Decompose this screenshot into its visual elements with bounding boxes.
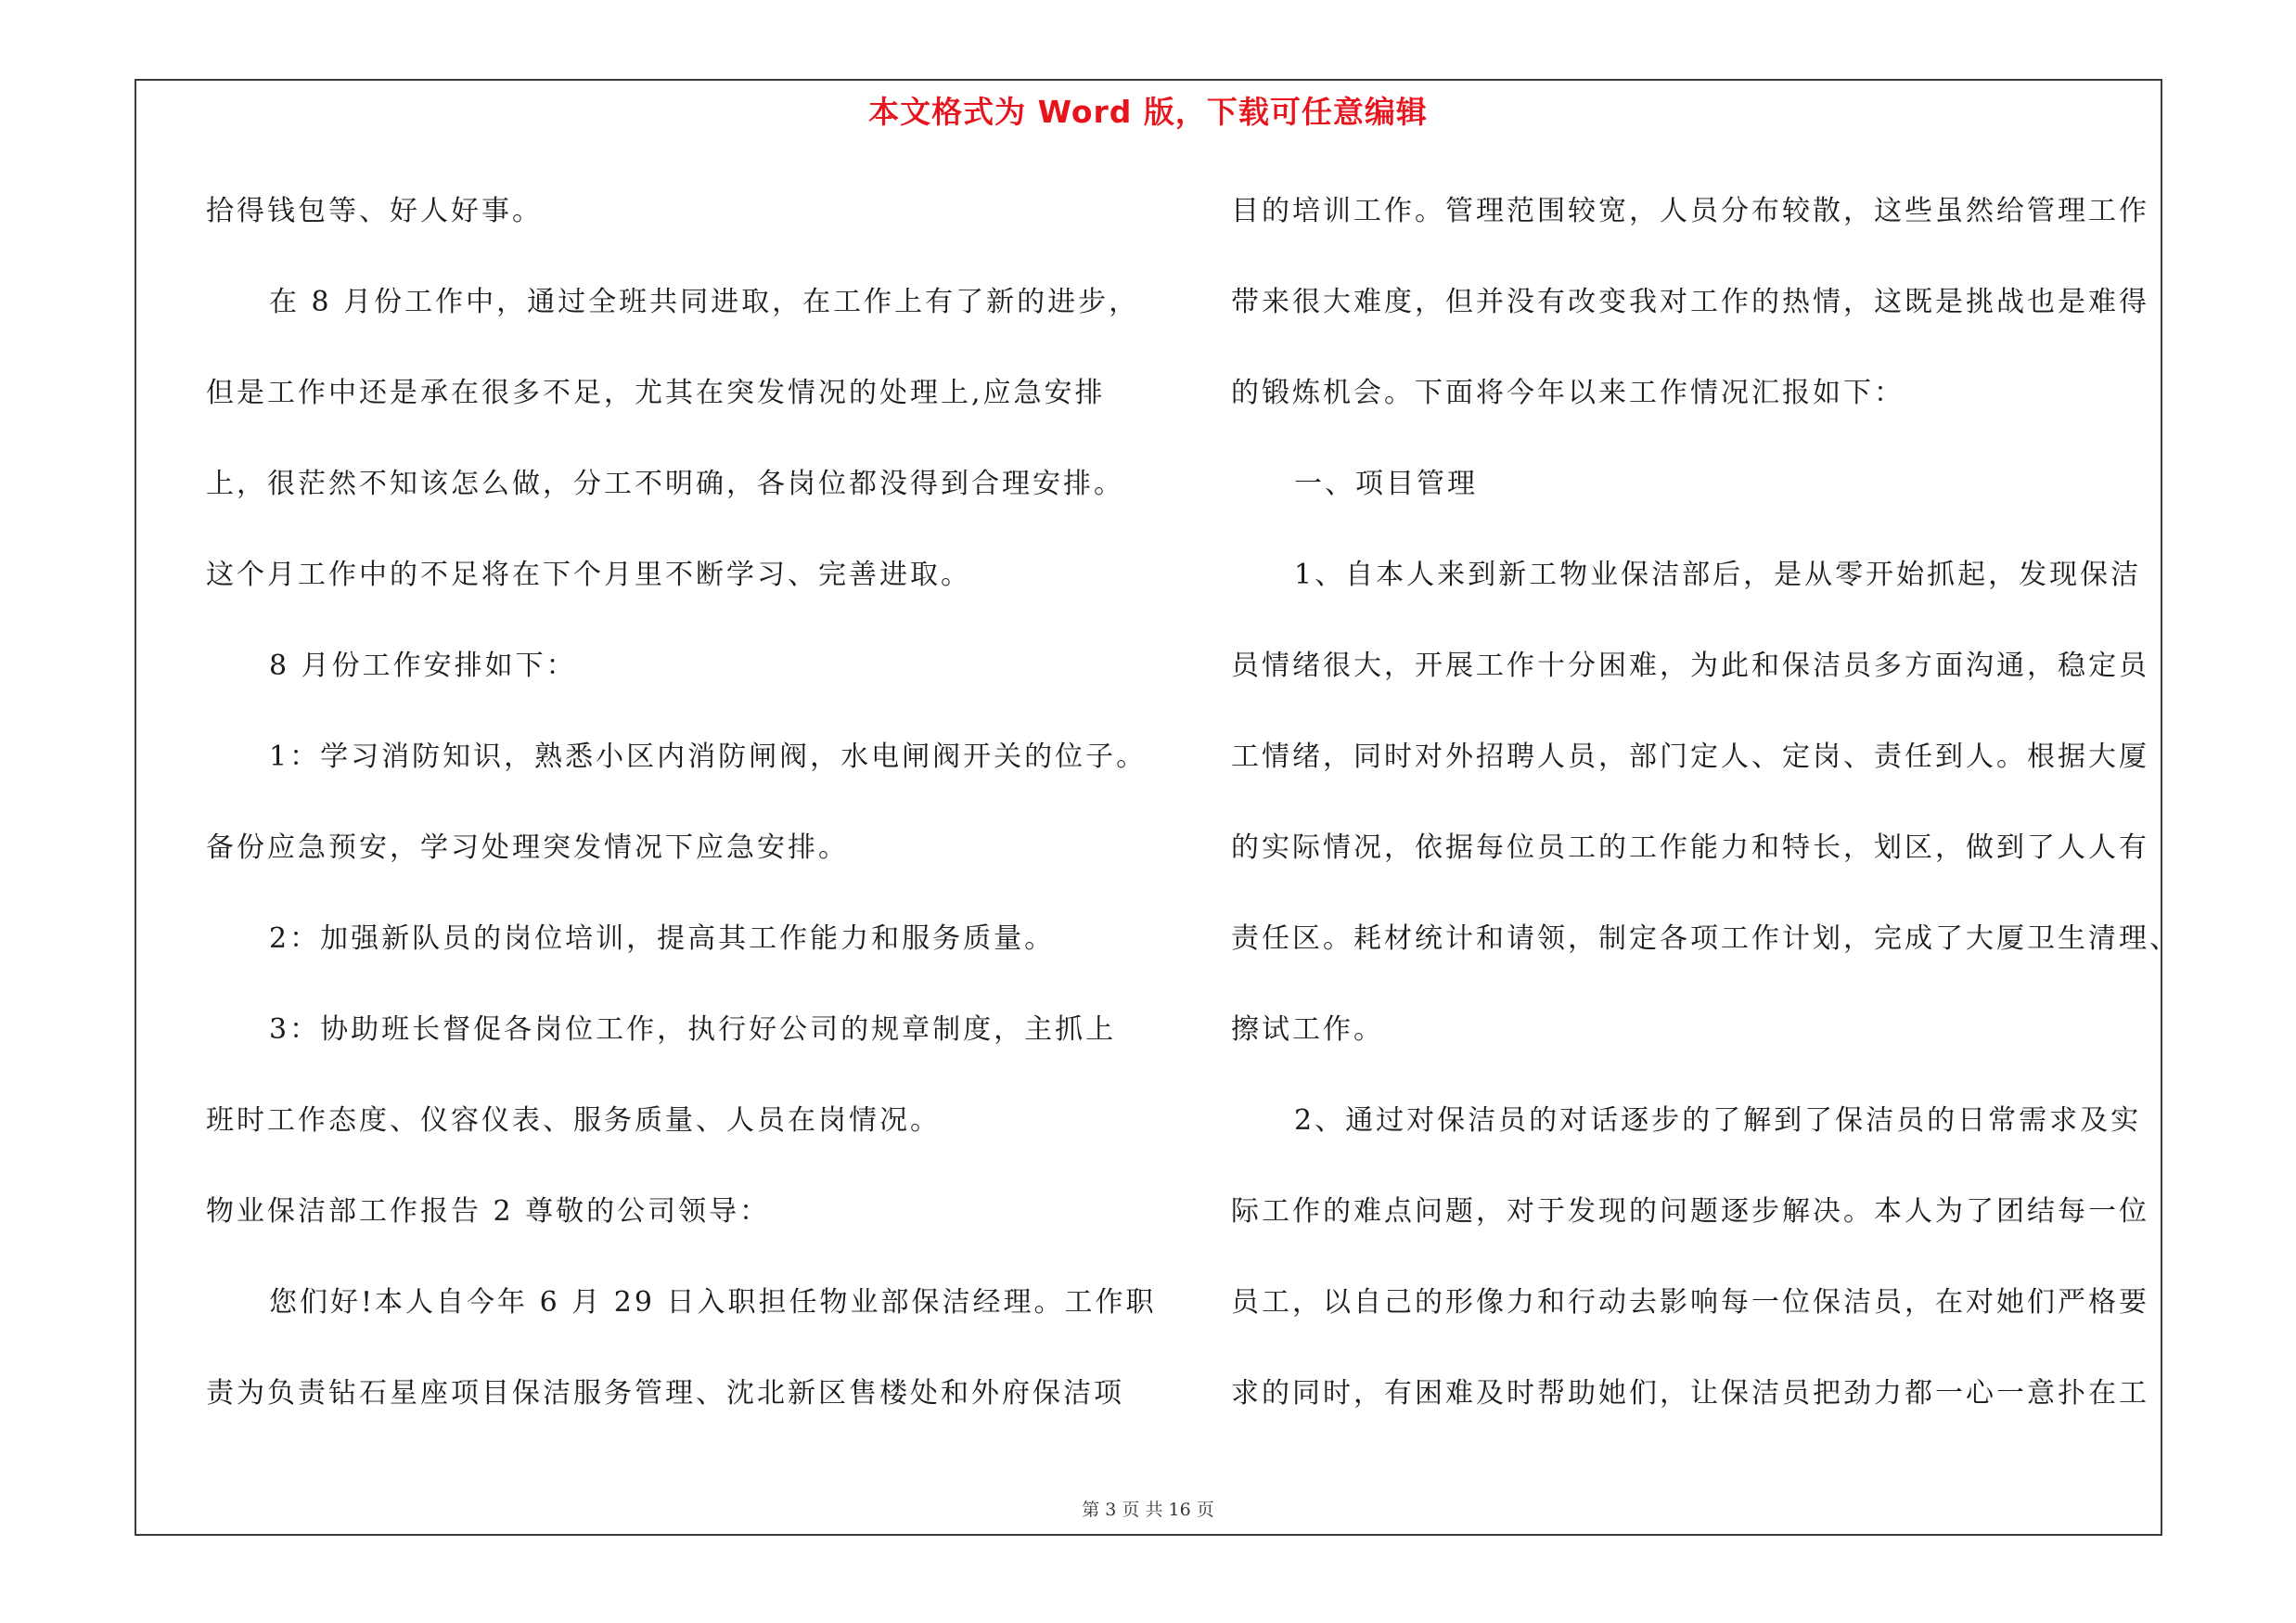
text-line: 您们好!本人自今年 6 月 29 日入职担任物业部保洁经理。工作职 — [269, 1286, 1157, 1319]
text-line: 员情绪很大，开展工作十分困难，为此和保洁员多方面沟通，稳定员 — [1231, 650, 2149, 682]
text-line: 但是工作中还是承在很多不足，尤其在突发情况的处理上,应急安排 — [206, 377, 1106, 409]
left-column — [206, 181, 1157, 1454]
text-line: 一、项目管理 — [1294, 468, 1478, 500]
text-line: 责为负责钻石星座项目保洁服务管理、沈北新区售楼处和外府保洁项 — [206, 1377, 1124, 1410]
text-line: 拾得钱包等、好人好事。 — [206, 195, 543, 227]
text-line: 1：学习消防知识，熟悉小区内消防闸阀，水电闸阀开关的位子。 — [269, 741, 1148, 773]
text-line: 带来很大难度，但并没有改变我对工作的热情，这既是挑战也是难得 — [1231, 286, 2149, 318]
text-line: 际工作的难点问题，对于发现的问题逐步解决。本人为了团结每一位 — [1231, 1195, 2149, 1228]
text-line: 责任区。耗材统计和请领，制定各项工作计划，完成了大厦卫生清理、 — [1231, 922, 2180, 955]
text-line: 目的培训工作。管理范围较宽，人员分布较散，这些虽然给管理工作 — [1231, 195, 2149, 227]
text-line: 的实际情况，依据每位员工的工作能力和特长，划区，做到了人人有 — [1231, 831, 2149, 864]
text-line: 班时工作态度、仪容仪表、服务质量、人员在岗情况。 — [206, 1104, 941, 1137]
text-line: 工情绪，同时对外招聘人员，部门定人、定岗、责任到人。根据大厦 — [1231, 741, 2149, 773]
text-line: 求的同时，有困难及时帮助她们，让保洁员把劲力都一心一意扑在工 — [1231, 1377, 2149, 1410]
text-line: 8 月份工作安排如下： — [269, 650, 577, 682]
text-line: 2：加强新队员的岗位培训，提高其工作能力和服务质量。 — [269, 922, 1056, 955]
text-line: 物业保洁部工作报告 2 尊敬的公司领导： — [206, 1195, 771, 1228]
text-line: 擦试工作。 — [1231, 1013, 1384, 1046]
right-column — [1231, 181, 2180, 1454]
text-line: 上，很茫然不知该怎么做，分工不明确，各岗位都没得到合理安排。 — [206, 468, 1124, 500]
text-line: 1、自本人来到新工物业保洁部后，是从零开始抓起，发现保洁 — [1294, 559, 2142, 591]
word-format-banner: 本文格式为 Word 版，下载可任意编辑 — [868, 94, 1428, 130]
text-line: 员工，以自己的形像力和行动去影响每一位保洁员，在对她们严格要 — [1231, 1286, 2149, 1319]
text-line: 的锻炼机会。下面将今年以来工作情况汇报如下： — [1231, 377, 1905, 409]
text-line: 2、通过对保洁员的对话逐步的了解到了保洁员的日常需求及实 — [1294, 1104, 2142, 1137]
text-line: 3：协助班长督促各岗位工作，执行好公司的规章制度，主抓上 — [269, 1013, 1117, 1046]
page-number-footer: 第 3 页 共 16 页 — [1082, 1500, 1214, 1520]
text-line: 备份应急预安，学习处理突发情况下应急安排。 — [206, 831, 849, 864]
text-line: 这个月工作中的不足将在下个月里不断学习、完善进取。 — [206, 559, 971, 591]
text-line: 在 8 月份工作中，通过全班共同进取，在工作上有了新的进步， — [269, 286, 1140, 318]
